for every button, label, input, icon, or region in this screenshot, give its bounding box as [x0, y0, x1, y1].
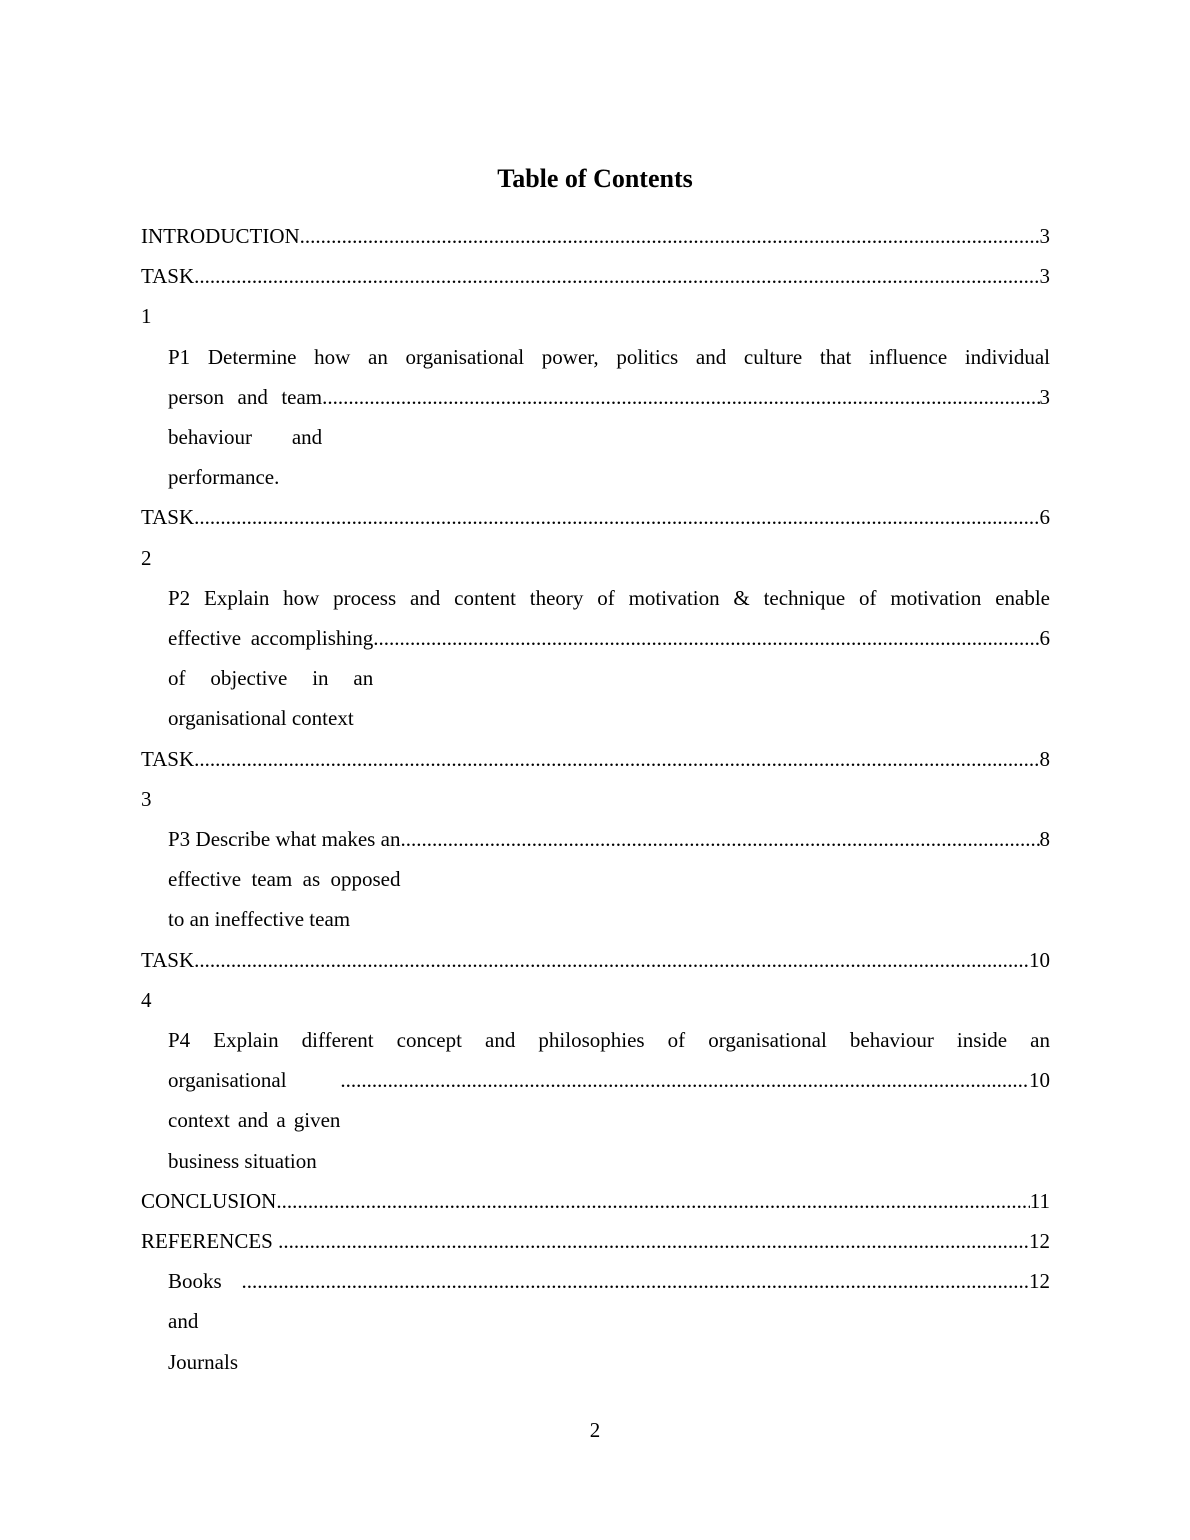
- toc-entry-label: P3 Describe what makes an effective team as opposed to an ineffective team: [168, 827, 401, 932]
- toc-entry-p2[interactable]: [141, 578, 1050, 739]
- toc-page-number: 3: [1039, 384, 1050, 409]
- toc-page-number: 10: [1029, 1068, 1050, 1093]
- dot-leader: [194, 497, 1039, 537]
- dot-leader: [300, 216, 1040, 256]
- toc-entry-label: REFERENCES: [141, 1229, 279, 1254]
- toc-entry-label: TASK 2: [141, 505, 195, 570]
- toc-entry-label-line-2: effective accomplishing of objective in an organisational context: [168, 626, 374, 731]
- toc-page-number: 11: [1029, 1188, 1050, 1213]
- dot-leader: [340, 1060, 1029, 1100]
- toc-entry-label-line-2: person and team behaviour and performance.: [168, 384, 323, 490]
- dot-leader: [194, 256, 1039, 296]
- toc-entry-books-and-journals[interactable]: [141, 1261, 1050, 1382]
- toc-entry-label: INTRODUCTION: [141, 224, 300, 248]
- toc-entry-task-1[interactable]: [141, 256, 1050, 336]
- dot-leader: [241, 1261, 1029, 1301]
- toc-page-number: 12: [1029, 1269, 1050, 1294]
- dot-leader: [401, 819, 1040, 859]
- dot-leader: [373, 618, 1039, 658]
- toc-entry-p4[interactable]: [141, 1020, 1050, 1181]
- dot-leader: [194, 940, 1029, 980]
- toc-entry-label-line-1: P4 Explain different concept and philosophies of organisational behaviour inside an: [168, 1028, 1050, 1053]
- toc-entry-p3[interactable]: [141, 819, 1050, 940]
- toc-entry-label: TASK 4: [141, 947, 195, 1012]
- toc-page-number: 3: [1039, 264, 1050, 289]
- toc-entry-task-3[interactable]: [141, 739, 1050, 819]
- toc-entry-label: CONCLUSION: [141, 1188, 277, 1213]
- table-of-contents: [141, 216, 1050, 1382]
- toc-entry-label-line-2: organisational context and a given business situation: [168, 1068, 341, 1173]
- toc-entry-label-line-1: P2 Explain how process and content theory of motivation & technique of motivation enable: [168, 585, 1050, 610]
- page-number: 2: [589, 1418, 601, 1442]
- toc-entry-task-4[interactable]: [141, 940, 1050, 1020]
- toc-entry-task-2[interactable]: [141, 497, 1050, 577]
- toc-entry-p1[interactable]: [141, 337, 1050, 498]
- toc-entry-references[interactable]: [141, 1221, 1050, 1261]
- toc-entry-label: Books and Journals: [168, 1269, 238, 1374]
- toc-page-number: 12: [1029, 1229, 1050, 1254]
- toc-entry-conclusion[interactable]: [141, 1181, 1050, 1221]
- toc-entry-introduction[interactable]: [141, 216, 1050, 256]
- dot-leader: [278, 1221, 1029, 1261]
- toc-page-number: 8: [1039, 746, 1050, 771]
- dot-leader: [276, 1181, 1029, 1221]
- toc-page-number: 6: [1039, 626, 1050, 651]
- page-title: Table of Contents: [497, 164, 693, 193]
- toc-entry-label: TASK 3: [141, 746, 195, 811]
- toc-page-number: 3: [1039, 224, 1050, 248]
- toc-page-number: 10: [1029, 947, 1050, 972]
- toc-entry-label-line-1: P1 Determine how an organisational power, politics and culture that influence individual: [168, 344, 1050, 369]
- toc-entry-label: TASK 1: [141, 264, 195, 329]
- dot-leader: [194, 739, 1039, 779]
- toc-page-number: 8: [1039, 827, 1050, 852]
- dot-leader: [322, 377, 1039, 417]
- toc-page-number: 6: [1039, 505, 1050, 530]
